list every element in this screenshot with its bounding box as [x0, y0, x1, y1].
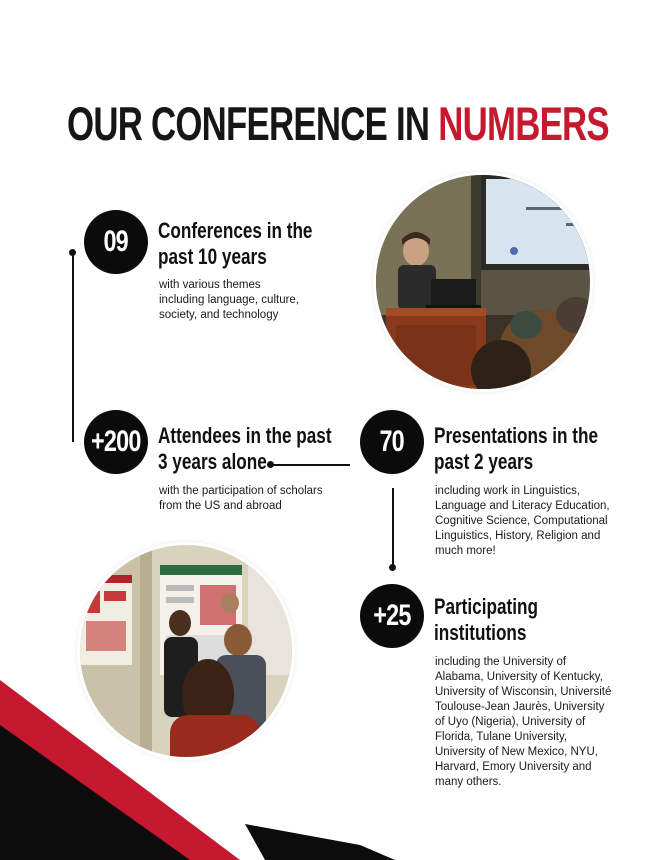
stat-description: including the University of Alabama, University of Kentucky, University of Wisconsin, Université Toulouse-Jean Jaurès, University of Uyo (Nigeria), University of Florida, Tulane University, University of New Mexico, NYU, Harvard, Emory University and many others. — [435, 656, 612, 788]
stat-number-circle — [360, 584, 424, 648]
conference-presenter-photo — [376, 175, 590, 389]
title-part-accent: NUMBERS — [438, 97, 609, 150]
stat-title: Presentations in the past 2 years — [434, 423, 599, 474]
connector-dot-right — [389, 564, 396, 571]
stat-number-circle — [84, 210, 148, 274]
stat-number-circle — [84, 410, 148, 474]
title-part-dark: OUR CONFERENCE IN — [67, 97, 430, 150]
connector-dot-left — [69, 249, 76, 256]
connector-line-right — [392, 488, 394, 566]
page-title — [67, 94, 609, 154]
stat-title: Participating institutions — [434, 594, 538, 645]
connector-line-left — [72, 252, 74, 442]
black-bottom-wedge — [245, 824, 395, 860]
stat-title: Attendees in the past 3 years alone — [158, 423, 332, 474]
stat-number: +25 — [373, 599, 411, 632]
poster-session-photo — [80, 545, 292, 757]
stat-title: Conferences in the past 10 years — [158, 218, 313, 269]
stat-description: including work in Linguistics, Language and Literacy Education, Cognitive Science, Computational Linguistics, History, Religion and much more! — [435, 485, 610, 557]
stat-number: 70 — [379, 425, 405, 458]
stat-description: with the participation of scholars from the US and abroad — [159, 485, 323, 512]
stat-number: +200 — [91, 425, 141, 458]
stat-description: with various themes including language, culture, society, and technology — [159, 279, 300, 321]
stat-number: 09 — [103, 225, 129, 258]
stat-number-circle — [360, 410, 424, 474]
